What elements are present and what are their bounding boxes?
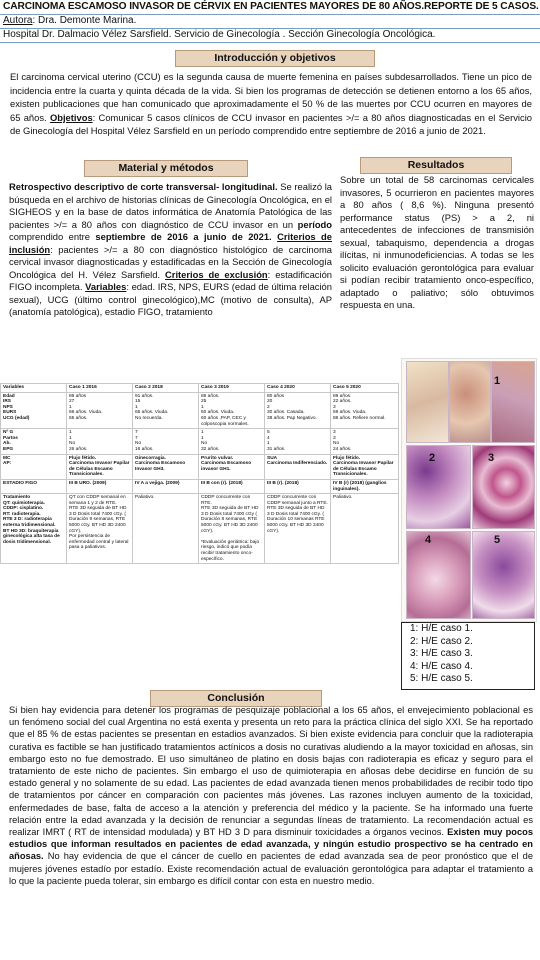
material-dates: septiembre de 2016 a junio de 2021. [95, 231, 272, 242]
legend-item: 5: H/E caso 5. [410, 673, 473, 685]
table-cell: 1 1 No 26 años. [67, 429, 133, 454]
table-cell: Ginecorragia. Carcinoma Escamoso Invasor GH3. [133, 454, 199, 479]
intro-body: El carcinoma cervical uterino (CCU) es la segunda causa de muerte femenina en países subdesarrollados. Tiene un pico de incidencia entre la cuarta y quinta década de la vida. Si bien los programas de detección se detienen entorno a los 65 años, existen publicaciones que han comunicado que aproximadamente el 50 % de las muertes por CCU ocurren en mayores de 65 años. [10, 71, 532, 123]
table-cell: CDDP concurrente con RTE. RTE 3D seguida de BT HD 3 D Dosis total 7400 cGy ( Duración 8 semanas, RTE 5000 cGy. BT HD 3D 2400 cGY). *Evaluación geriátrica: bajo riesgo, indicó que podía recibir tratamiento onco-específico. [199, 494, 265, 564]
header-divider-3 [0, 42, 540, 43]
table-cell: 7 7 No 16 años. [133, 429, 199, 454]
table-cell: Prurito vulvar. Carcinoma Escamoso invasor GH1. [199, 454, 265, 479]
material-p2: comprendido entre [9, 231, 96, 242]
material-periodo: período [297, 218, 332, 230]
legend-item: 4: H/E caso 4. [410, 660, 473, 672]
table-cell: 5 4 1 31 años. [265, 429, 331, 454]
table-cell: 1 1 No 32 años. [199, 429, 265, 454]
header-divider-1 [0, 14, 540, 15]
table-header-cell: Caso 1 2016 [67, 384, 133, 393]
histology-image-5 [472, 531, 535, 619]
table-header-cell: Caso 5 2020 [331, 384, 399, 393]
table-cell: III B URO. (2009) [67, 479, 133, 493]
section-title-material: Material y métodos [84, 160, 248, 177]
table-cell: Tratamiento QT: quimioterapia. CDDP: cisplatino. RT: radioterapia. RTE 3 D: radioterapia externa tridimensional. BT HD 3D: braquiterapia ginecológica alta tasa de dosis tridimensional. [1, 494, 67, 564]
histology-image-1c [491, 361, 535, 443]
table-row [1, 494, 399, 564]
results-text: Sobre un total de 58 carcinomas cervicales invasores, 5 ocurrieron en pacientes mayores a 80 años ( 8,6 %). Ninguna presentó performance status (PS) > a 2, ni antecedentes de infecciones de transmisión sexual, tabaquismo, dependencia a drogas ilícitas, ni inmunodeficiencias. A todas se les solicito evaluación gerontológica para evaluar si podían recibir tratamiento onco-específico, adaptado o paliativo; sólo obtuvimos respuesta en una. [340, 174, 534, 310]
table-row [1, 479, 399, 493]
image-label-5: 5 [494, 534, 501, 546]
table-cell: Paliativo. [331, 494, 399, 564]
conclusion-p2: No hay evidencia de que el cáncer de cuello en pacientes de edad avanzada sea de peor pronóstico que el de mujeres jóvenes estadío por estadío. Existe recomendación actual de evaluación gerontológica para adaptar el tratamiento a lo que la paciente pueda tolerar, sin embargo es difícil contar con esta en nuestro medio. [9, 851, 533, 886]
table-cell: Edad IRS NPS EURS UCG (edad) [1, 392, 67, 429]
conclusion-bold: Existen muy pocos estudios que informan resultados en pacientes de edad avanzada, y ningún estudio prospectivo se ha centrado en añosas. [9, 827, 533, 862]
author-line [3, 15, 136, 26]
legend-item: 2: H/E caso 2. [410, 635, 473, 647]
table-cell: Flujo fétido. Carcinoma Invasor Papilar de Células Escamo Transicionales. [67, 454, 133, 479]
hospital-line: Hospital Dr. Dalmacio Vélez Sarsfield. Servicio de Ginecología . Sección Ginecología Oncológica. [3, 29, 436, 40]
table-cell: Paliativo. [133, 494, 199, 564]
table-cell: ESTADIO FIGO [1, 479, 67, 493]
image-label-1: 1 [494, 375, 501, 387]
histology-image-1a [406, 361, 449, 443]
table-cell: Nº G Partos Ab. EPG [1, 429, 67, 454]
table-cell: SUA Carcinoma Indiferenciado. [265, 454, 331, 479]
table-header-cell: Caso 2 2018 [133, 384, 199, 393]
conclusion-p1: Si bien hay evidencia para detener los programas de pesquizaje poblacional a los 65 años, el envejecimiento poblacional es un fenómeno social del cual Argentina no está exenta y presenta un reto para la práctica clínica del siglo XXI. Se ha reportado que el 85 % de estas pacientes se presentan en estadios avanzados. Si bien existe evidencia para concluir que la radioterapia curativa es factible se han justificado tratamientos actínicos a dosis no curativas aludiendo a la mayor toxicidad en añosas, sin embargo esto no fue demostrado. El uso simultáneo de platino en dosis bajas con radioterapia es eficaz y seguro para el tratamiento de este nicho de pacientes. Sin embargo el uso de quimioterapia en añosas debe decidirse en función de su estado general y no solamente de su edad. Las pacientes de edad avanzada tienen menos probabilidades de recibir todo tipo de tratamientos por cáncer en comparación con pacientes más jóvenes. Las razones incluyen aumento de la toxicidad, enfermedades de base, falta de acceso a la atención y preferencia del médico y la paciente. Se ha informado una fuerte relación entre la edad avanzada y la decisión de renunciar a segundas líneas de tratamiento. La recomendación actual es realizar IMRT ( RT de intensidad modulada) y BT HD 3 D para disminuir toxicidades a órganos vecinos. [9, 705, 533, 838]
header-divider-2 [0, 28, 540, 29]
table-cell: QT con CDDP semanal en semana 1 y 2 de RTE. RTE 3D seguida de BT HD 3 D Dosis total 7400 cGy. ( Duración 9 semanas, RTE 5000 cGy. BT HD 3D 2400 cGY). Por persistencia de enfermedad central y lateral pasa a paliativos. [67, 494, 133, 564]
variables-label: Variables [85, 281, 127, 292]
image-label-4: 4 [425, 534, 432, 546]
table-cell: III B con (r). (2018) [199, 479, 265, 493]
image-label-2: 2 [429, 452, 436, 464]
histology-image-3 [472, 445, 535, 529]
table-row [1, 392, 399, 429]
histology-image-4 [406, 531, 471, 619]
table-cell: CDDP concurrente con CDDP semanal junto a RTE. RTE 3D seguida de BT HD 3 D Dosis total 7400 cGy. ( Duración 10 semanas RTE 5000 cGy. BT HD 3D 2400 cGY). [265, 494, 331, 564]
table-cell: MC AP: [1, 454, 67, 479]
legend-item: 3: H/E caso 3. [410, 648, 473, 660]
table-cell: IV B (r) (2018) (ganglios inguinales). [331, 479, 399, 493]
author-name: : Dra. Demonte Marina. [32, 15, 137, 26]
table-row [1, 429, 399, 454]
table-cell: 86 años. 25 1 60 años. Viuda. 60 años ,PAP, CEC y colposcopia normales. [199, 392, 265, 429]
exclusion-label: Criterios de exclusión [165, 268, 268, 280]
table-header-cell: Caso 4 2020 [265, 384, 331, 393]
cases-table [0, 383, 399, 564]
section-title-results: Resultados [360, 157, 512, 174]
material-text [9, 181, 332, 319]
image-label-3: 3 [488, 452, 495, 464]
objectives-label: Objetivos [49, 111, 93, 123]
intro-text [10, 70, 532, 138]
table-header-cell: Variables [1, 384, 67, 393]
material-lead: Retrospectivo descriptivo de corte transversal- longitudinal. [9, 181, 278, 192]
histology-image-1b [449, 361, 491, 443]
section-title-intro: Introducción y objetivos [175, 50, 375, 67]
table-cell: 89 años. 22 años. 3 69 años. Viuda. 86 años. Refiere normal. [331, 392, 399, 429]
inclusion-label: Criterios de inclusión [9, 231, 332, 255]
histology-images-panel [401, 358, 537, 622]
inclusion-text: : pacientes >/= a 80 con diagnóstico histológico de carcinoma cervical invasor diagnosticadas y estadificadas en la Sección de Ginecología Oncológica del H. Vélez Sarsfield. [9, 243, 332, 280]
table-header-cell: Caso 3 2019 [199, 384, 265, 393]
objectives-text: : Comunicar 5 casos clínicos de CCU invasor en pacientes >/= a 80 años diagnosticadas en el Servicio de Ginecología del Hospital Vélez Sarsfield en un período comprendido entre septiembre de 2016 a junio de 2021. [10, 111, 532, 137]
table-cell: IV A a vejiga. (2009) [133, 479, 199, 493]
table-cell: Flujo fétido. Carcinoma Invasor Papilar de Células Escamo Transicionales. [331, 454, 399, 479]
variables-text: : edad. IRS, NPS, EURS (edad de última relación sexual), UCG (último control ginecológico),MC (motivo de consulta), AP (anatomía patológica), estadio FIGO, tratamiento [9, 281, 332, 317]
section-title-conclusion: Conclusión [150, 690, 322, 707]
conclusion-text [9, 704, 533, 887]
histology-image-2 [406, 445, 471, 529]
legend-item: 1: H/E caso 1. [410, 623, 473, 634]
author-label: Autora [3, 15, 33, 26]
poster-header [0, 0, 540, 42]
table-cell: 80 años 20 2 30 años. Casada. 38 años. Pap Negativo. [265, 392, 331, 429]
image-legend [401, 622, 535, 690]
table-cell: 86 años 27 1 66 años. Viuda. 65 años. [67, 392, 133, 429]
material-p1: Se realizó la búsqueda en el archivo de historias clínicas de Ginecología Oncológica, en el SIGHEOS y en la base de datos informática de Anatomía Patológica de las pacientes >/= a 80 años con diagnóstico de CCU invasor en un [9, 181, 332, 230]
table-row [1, 454, 399, 479]
table-header-row [1, 384, 399, 393]
table-cell: 91 años. 15 1 65 años. Viuda. No recuerda. [133, 392, 199, 429]
exclusion-text: : estadificación FIGO incompleta. [9, 268, 333, 292]
table-cell: III B (r). (2018) [265, 479, 331, 493]
table-cell: 3 3 No 24 años. [331, 429, 399, 454]
poster-title: CARCINOMA ESCAMOSO INVASOR DE CÉRVIX EN PACIENTES MAYORES DE 80 AÑOS.REPORTE DE 5 CASOS. [3, 1, 539, 12]
